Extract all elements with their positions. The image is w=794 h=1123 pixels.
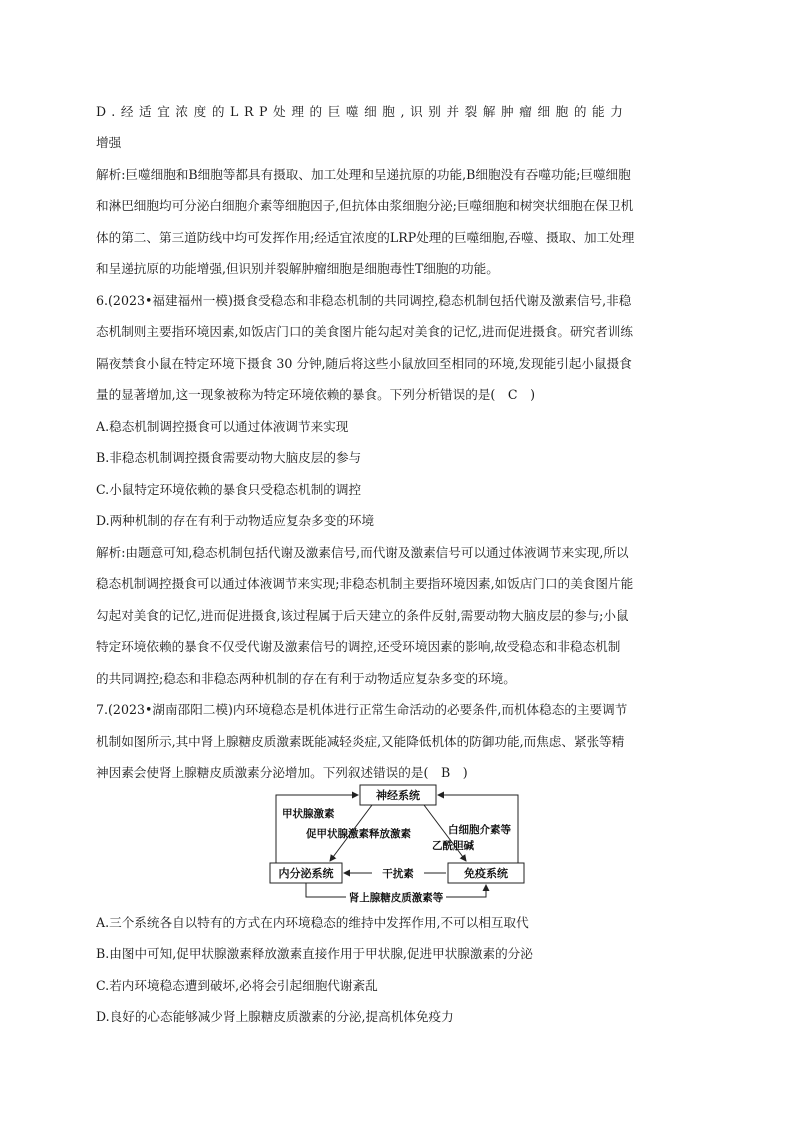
immune-system-label: 免疫系统 (464, 867, 508, 880)
q6-stem-line: 态机制则主要指环境因素,如饭店门口的美食图片能勾起对美食的记忆,进而促进摄食。研究者训练 (96, 324, 633, 339)
q6-analysis-line: 的共同调控;稳态和非稳态两种机制的存在有利于动物适应复杂多变的环境。 (96, 671, 516, 686)
nervous-system-label: 神经系统 (376, 789, 420, 802)
q6-stem-line: 6.(2023•福建福州一模)摄食受稳态和非稳态机制的共同调控,稳态机制包括代谢及激素信号,非稳 (96, 293, 632, 308)
q6-option-d: D.两种机制的存在有利于动物适应复杂多变的环境 (96, 513, 375, 528)
immune-system-box (448, 863, 524, 883)
q7-option-a: A.三个系统各自以特有的方式在内环境稳态的维持中发挥作用,不可以相互取代 (96, 915, 529, 930)
label-trh: 促甲状腺激素释放激素 (306, 828, 411, 840)
q6-analysis-line: 特定环境依赖的暴食不仅受代谢及激素信号的调控,还受环境因素的影响,故受稳态和非稳态机制 (96, 639, 621, 654)
regulation-diagram (268, 783, 528, 905)
endocrine-system-box (270, 863, 342, 883)
q5-option-d-line2: 增强 (96, 135, 122, 150)
q6-option-c: C.小鼠特定环境依赖的暴食只受稳态机制的调控 (96, 482, 362, 497)
q7-stem-line: 7.(2023•湖南邵阳二模)内环境稳态是机体进行正常生命活动的必要条件,而机体稳态的主要调节 (96, 702, 628, 717)
label-acetylcholine: 乙酰胆碱 (432, 840, 474, 852)
q7-stem-line: 机制如图所示,其中肾上腺糖皮质激素既能减轻炎症,又能降低机体的防御功能,而焦虑、紧张等精 (96, 734, 625, 749)
q5-option-d-line1: D.经适宜浓度的LRP处理的巨噬细胞,识别并裂解肿瘤细胞的能力 (96, 104, 629, 119)
q6-analysis-line: 稳态机制调控摄食可以通过体液调节来实现;非稳态机制主要指环境因素,如饭店门口的美食图片能 (96, 576, 634, 591)
q7-option-d: D.良好的心态能够减少肾上腺糖皮质激素的分泌,提高机体免疫力 (96, 1009, 454, 1024)
label-interleukin: 白细胞介素等 (448, 824, 511, 836)
q7-stem-line: 神因素会使肾上腺糖皮质激素分泌增加。下列叙述错误的是( B ) (96, 765, 468, 780)
q6-option-b: B.非稳态机制调控摄食需要动物大脑皮层的参与 (96, 450, 362, 465)
label-interferon: 干扰素 (382, 868, 414, 880)
q6-stem-line: 量的显著增加,这一现象被称为特定环境依赖的暴食。下列分析错误的是( C ) (96, 387, 536, 402)
q7-option-c: C.若内环境稳态遭到破坏,必将会引起细胞代谢紊乱 (96, 978, 378, 993)
q5-analysis-line: 和呈递抗原的功能增强,但识别并裂解肿瘤细胞是细胞毒性T细胞的功能。 (96, 261, 499, 276)
q5-analysis-line: 和淋巴细胞均可分泌白细胞介素等细胞因子,但抗体由浆细胞分泌;巨噬细胞和树突状细胞在保卫机 (96, 198, 634, 213)
nervous-system-box (360, 785, 436, 805)
q5-analysis-line: 体的第二、第三道防线中均可发挥作用;经适宜浓度的LRP处理的巨噬细胞,吞噬、摄取、加工处理 (96, 230, 635, 245)
q6-analysis-line: 勾起对美食的记忆,进而促进摄食,该过程属于后天建立的条件反射,需要动物大脑皮层的参与;小鼠 (96, 608, 629, 623)
q7-option-b: B.由图中可知,促甲状腺激素释放激素直接作用于甲状腺,促进甲状腺激素的分泌 (96, 946, 533, 961)
q6-stem-line: 隔夜禁食小鼠在特定环境下摄食 30 分钟,随后将这些小鼠放回至相同的环境,发现能引起小鼠摄食 (96, 356, 632, 371)
label-glucocorticoid: 肾上腺糖皮质激素等 (348, 892, 444, 904)
label-thyroid-hormone: 甲状腺激素 (282, 808, 335, 820)
endocrine-system-label: 内分泌系统 (278, 867, 334, 880)
q6-option-a: A.稳态机制调控摄食可以通过体液调节来实现 (96, 419, 349, 434)
q6-analysis-line: 解析:由题意可知,稳态机制包括代谢及激素信号,而代谢及激素信号可以通过体液调节来实现,所以 (96, 545, 629, 560)
q5-analysis-line: 解析:巨噬细胞和B细胞等都具有摄取、加工处理和呈递抗原的功能,B细胞没有吞噬功能;巨噬细胞 (96, 167, 631, 182)
